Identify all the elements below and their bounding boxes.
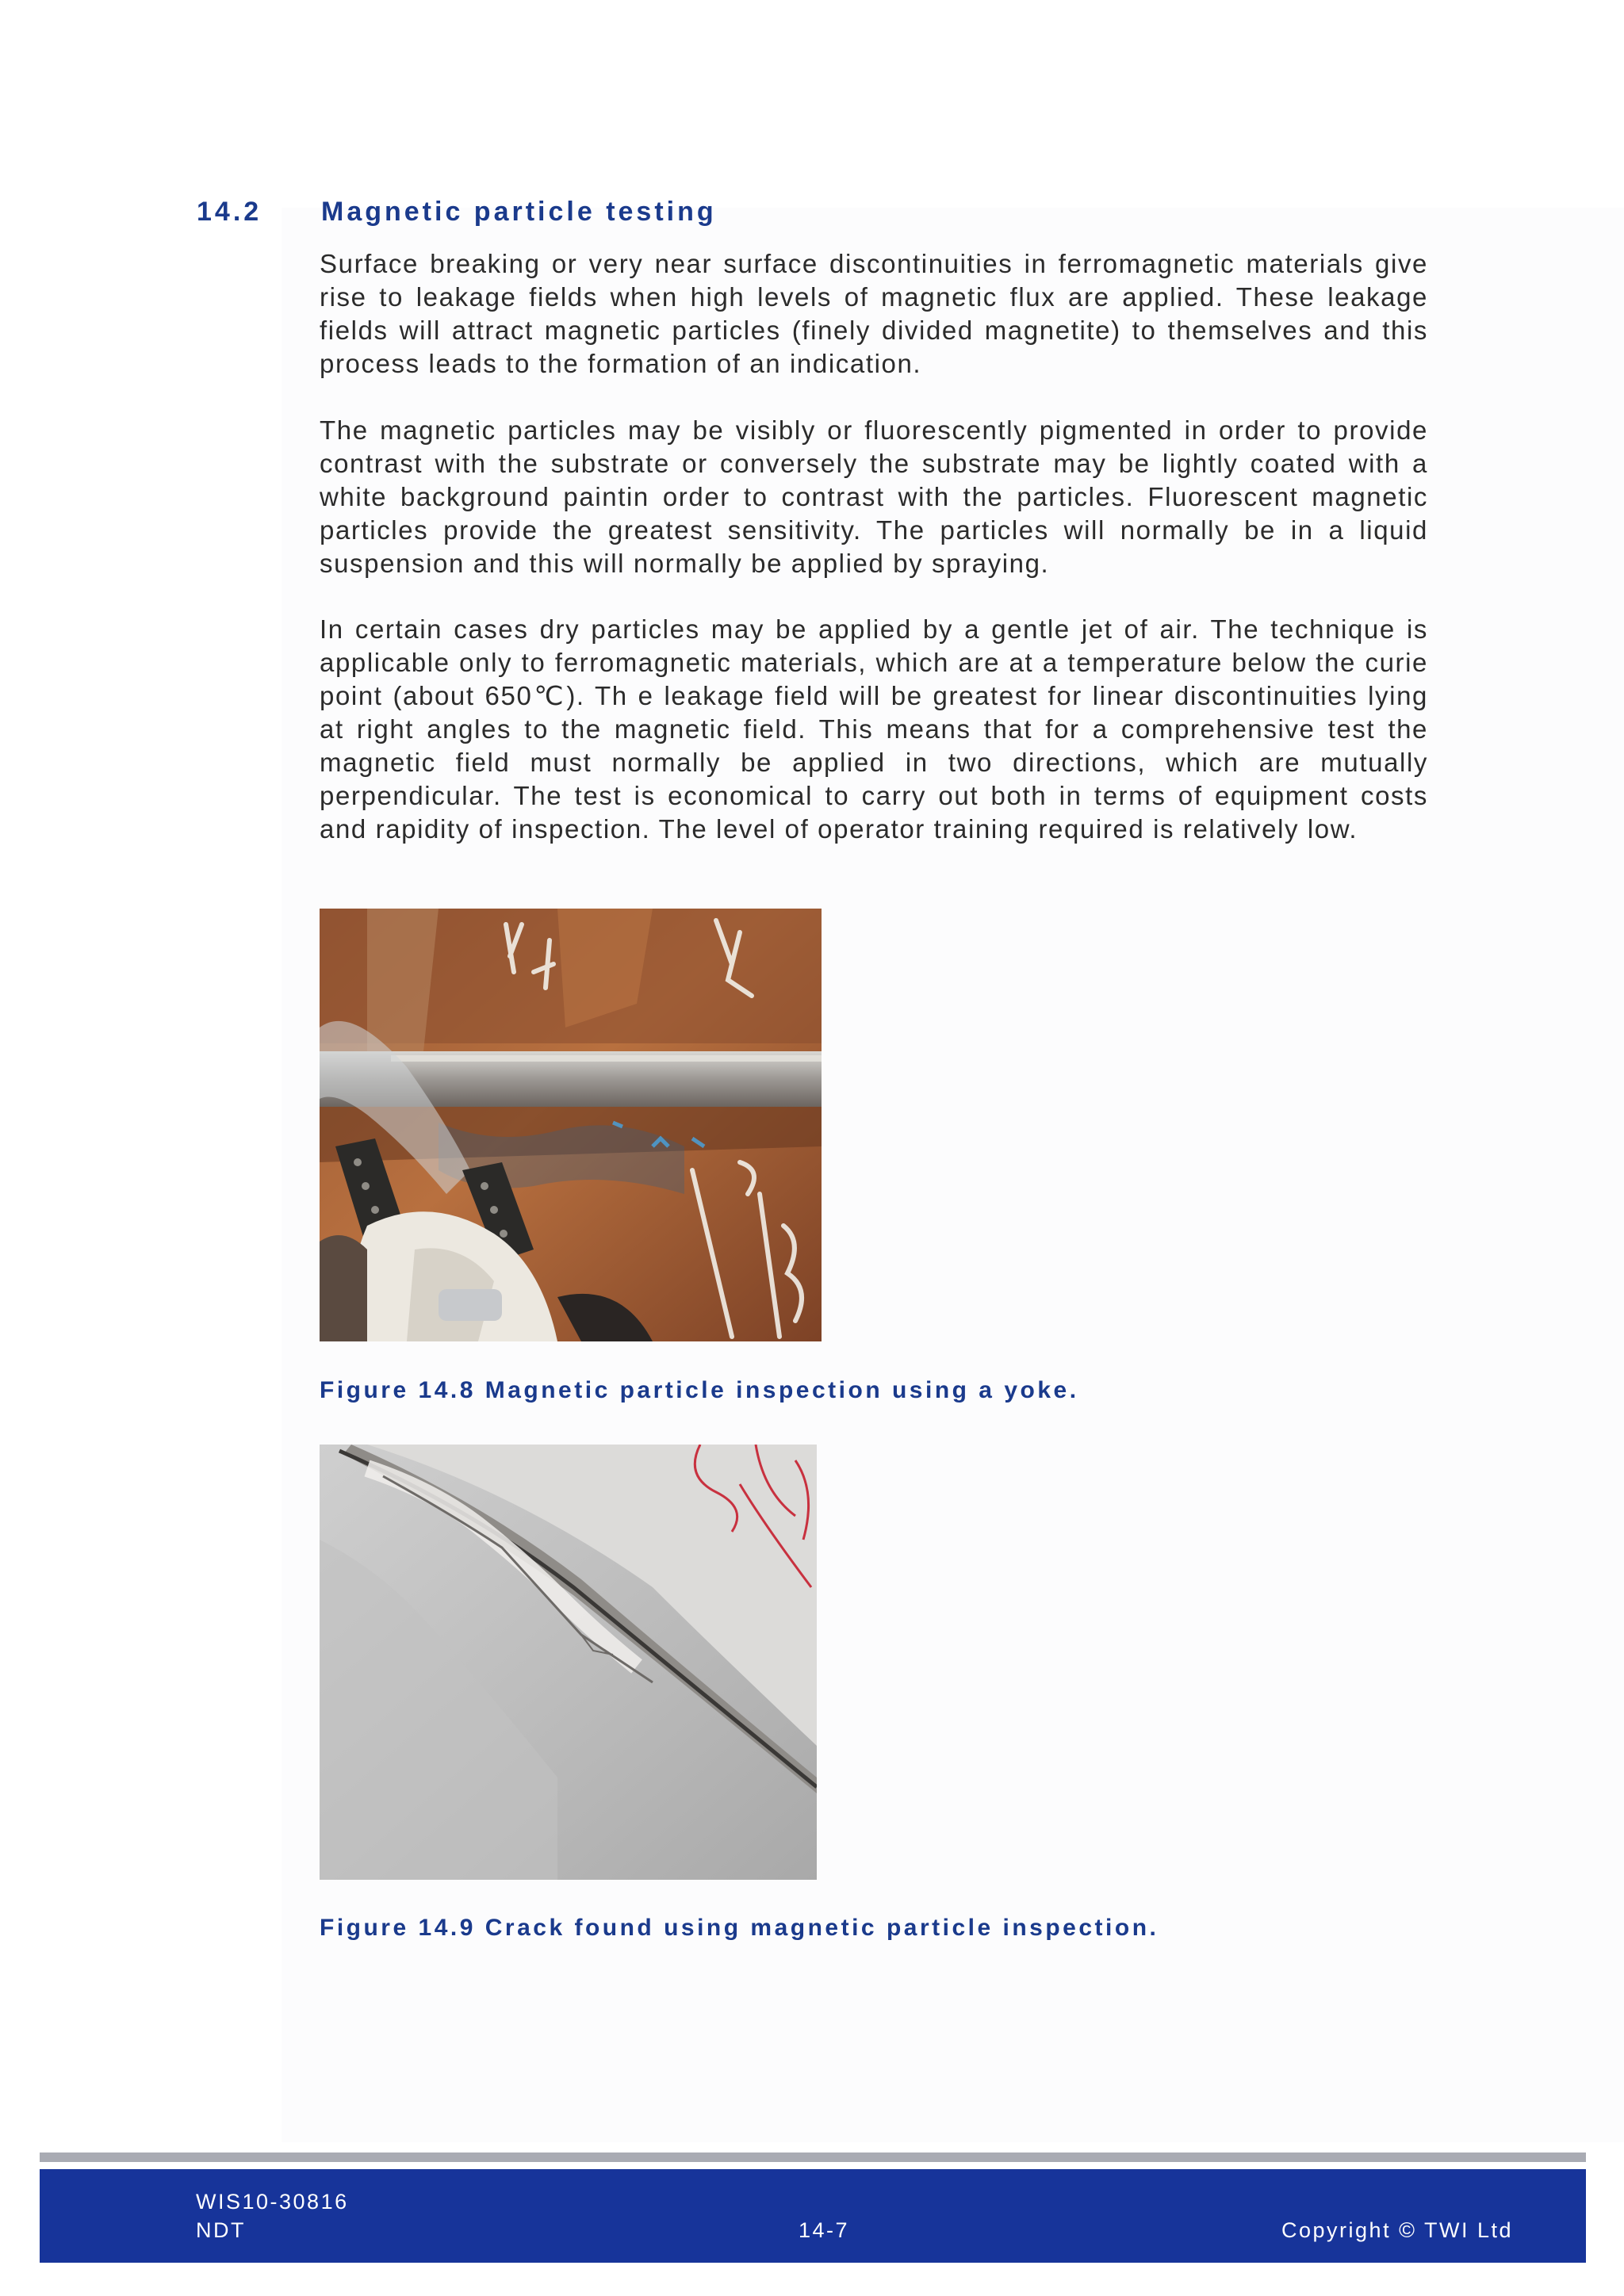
page-footer	[40, 2169, 1586, 2263]
footer-doc-id: WIS10-30816	[196, 2190, 349, 2214]
paragraph-particle-pigmentation: The magnetic particles may be visibly or fluorescently pigmented in order to provide contrast with the substrate or conversely the substrate may be lightly coated with a white background paintin order to contrast with the particles. Fluorescent magnetic particles provide the greatest sensitivity. The particles will normally be in a liquid suspension and this will normally be applied by spraying.	[320, 415, 1428, 578]
yoke-inspection-photo	[320, 909, 822, 1341]
section-title: Magnetic particle testing	[321, 197, 717, 227]
paragraph-surface-discontinuities: Surface breaking or very near surface discontinuities in ferromagnetic materials give rise to leakage fields when high levels of magnetic flux are applied. These leakage fields will attract magnetic particles (finely divided magnetite) to themselves and this process leads to the formation of an indication.	[320, 249, 1428, 378]
footer-rule	[40, 2152, 1586, 2162]
section-number: 14.2	[197, 197, 262, 227]
crack-indication-photo	[320, 1445, 817, 1880]
paragraph-dry-particles: In certain cases dry particles may be applied by a gentle jet of air. The technique is applicable only to ferromagnetic materials, which are at a temperature below the curie point (about 650℃). Th e leakage field will be greatest for linear discontinuities lying at right angles to the magnetic field. This means that for a comprehensive test the magnetic field must normally be applied in two directions, which are mutually perpendicular. The test is economical to carry out both in terms of equipment costs and rapidity of inspection. The level of operator training required is relatively low.	[320, 614, 1428, 844]
figure-caption-crack: Figure 14.9 Crack found using magnetic particle inspection.	[320, 1915, 1159, 1941]
footer-doc-subject: NDT	[196, 2218, 246, 2242]
footer-copyright: Copyright © TWI Ltd	[1281, 2218, 1513, 2242]
footer-page-number: 14-7	[799, 2218, 850, 2242]
figure-caption-yoke: Figure 14.8 Magnetic particle inspection using a yoke.	[320, 1377, 1079, 1403]
